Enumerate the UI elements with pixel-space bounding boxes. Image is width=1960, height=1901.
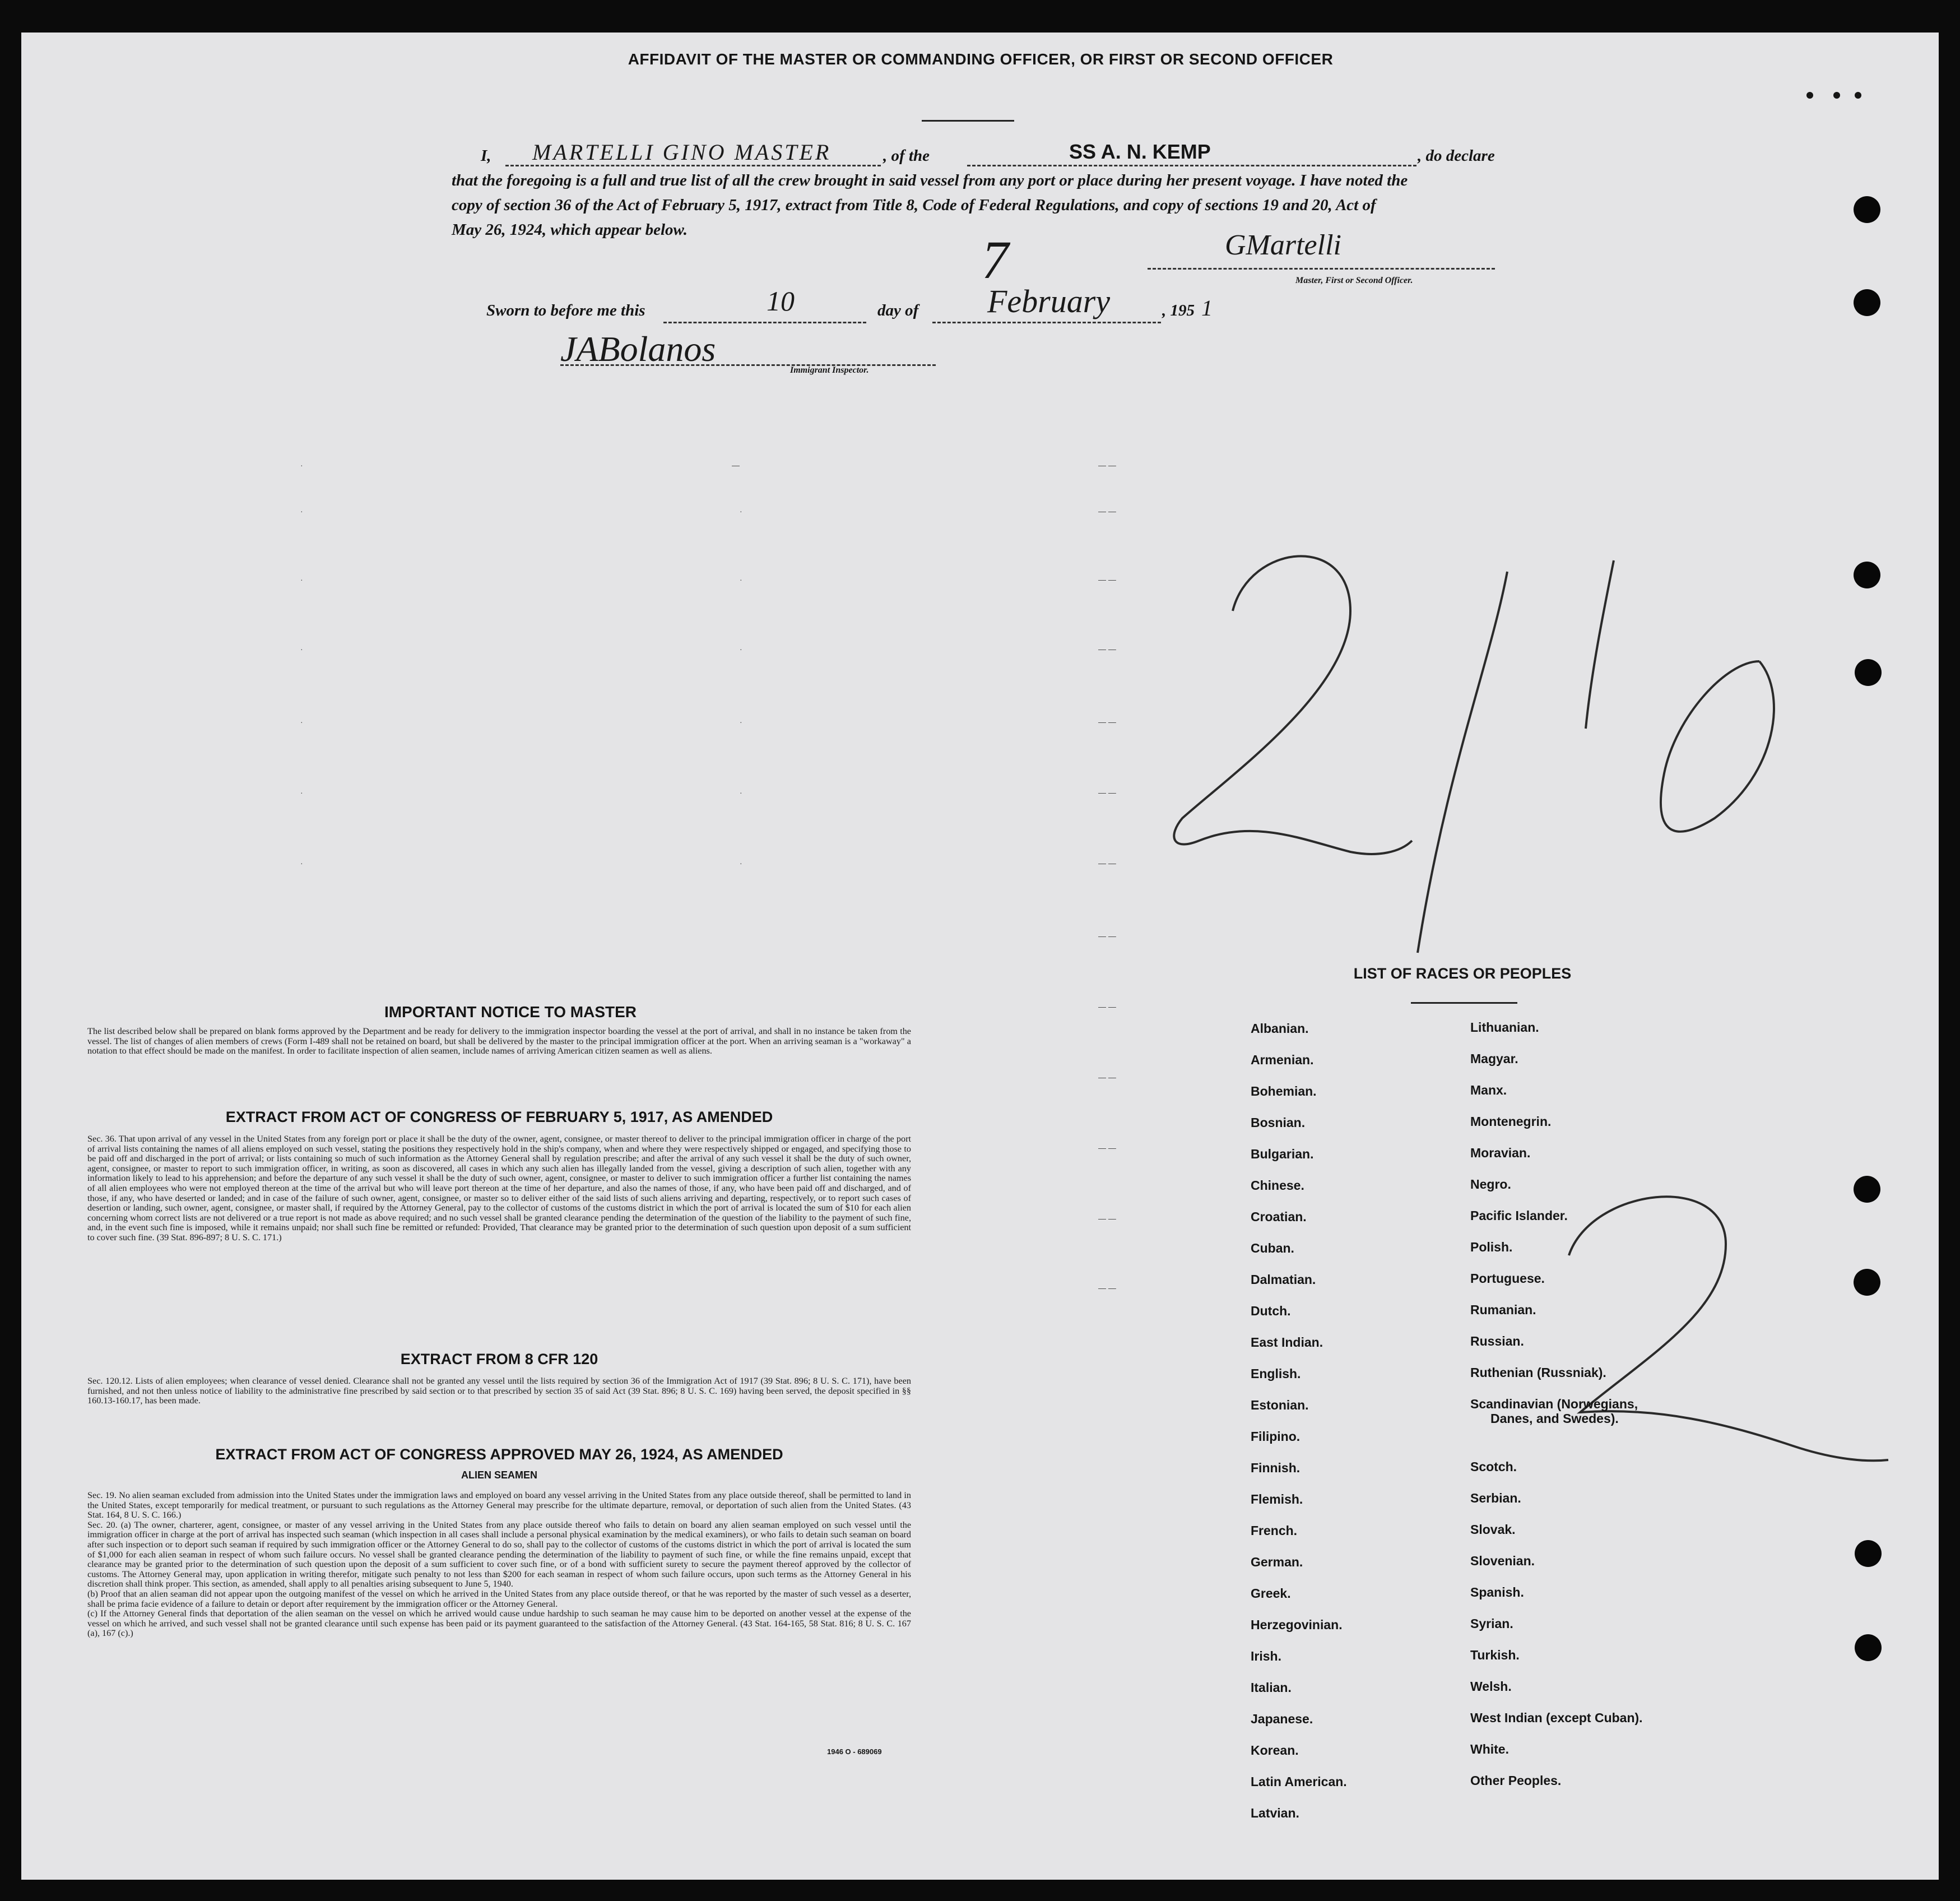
punch-hole bbox=[1855, 1540, 1882, 1567]
race-item: Filipino. bbox=[1251, 1429, 1301, 1444]
race-item: Syrian. bbox=[1470, 1616, 1513, 1631]
race-item: East Indian. bbox=[1251, 1335, 1323, 1350]
year-prefix: , 195 bbox=[1162, 302, 1195, 319]
race-item: Dalmatian. bbox=[1251, 1272, 1316, 1287]
punch-hole bbox=[1855, 1634, 1882, 1661]
race-item: Bohemian. bbox=[1251, 1084, 1317, 1098]
races-title: LIST OF RACES OR PEOPLES bbox=[1353, 965, 1572, 982]
inspector-signature: JABolanos bbox=[560, 329, 716, 369]
race-item: Greek. bbox=[1251, 1586, 1291, 1601]
punch-hole bbox=[1854, 196, 1880, 223]
scan-speck bbox=[1833, 92, 1840, 99]
extract-8cfr-heading: EXTRACT FROM 8 CFR 120 bbox=[400, 1351, 598, 1367]
race-item: Other Peoples. bbox=[1470, 1773, 1562, 1788]
race-item: Italian. bbox=[1251, 1680, 1292, 1695]
extract-1917-text: Sec. 36. That upon arrival of any vessel in the United States from any foreign port or place it shall be the duty of the owner, agent, consignee, or master thereof to deliver to the principal immigration officer in charge of the port of arrival lists containing the names of all aliens employed on such vessel, stating the positions they respectively hold in the ship's company, when and where they were respectively shipped or engaged, and specifying those to be paid off and discharged in the port of arrival; or lists containing so much of such information as the Attorney General shall by regulation prescribe; and after the arrival of any such vessel it shall be the duty of such owner, agent, consignee, or master to report to such immigration officer, in writing, as soon as discovered, all cases in which any such alien has illegally landed from the vessel, giving a description of such alien, together with any information likely to lead to his apprehension; and before the departure of any such vessel it shall be the duty of such owner, agent, consignee, or master to deliver to such immigration officer a further list containing the names of all alien employees who were not employed thereon at the time of the arrival but who will leave port thereon at the time of her departure, and also the names of those, if any, who have been paid off and discharged, and of those, if any, who have deserted or landed; and in case of the failure of such owner, agent, consignee, or master so to deliver either of the said lists of such aliens arriving and departing, respectively, or to report such cases of desertion or landing, such owner, agent, consignee, or master shall, if required by the Attorney General, pay to the collector of customs of the customs district in which the port of arrival is located the sum of $10 for each alien concerning whom correct lists are not delivered or a true report is not made as above required; and no such vessel shall be granted clearance pending the determination of the question of the liability to the payment of such fine, and, in the event such fine is imposed, while it remains unpaid; nor shall such fine be remitted or refunded: Provided, That clearance may be granted prior to the determination of such question upon deposit of a sum sufficient to cover such fine. (39 Stat. 896-897; 8 U. S. C. 171.) bbox=[87, 1134, 911, 1242]
race-item: Flemish. bbox=[1251, 1492, 1303, 1506]
extract-1924-heading: EXTRACT FROM ACT OF CONGRESS APPROVED MAY 26, 1924, AS AMENDED bbox=[215, 1446, 783, 1463]
race-item: Polish. bbox=[1470, 1240, 1513, 1254]
extract-1924-body bbox=[87, 1491, 911, 1639]
race-item: Welsh. bbox=[1470, 1679, 1512, 1694]
race-item: Moravian. bbox=[1470, 1146, 1531, 1160]
declaration-line-4: May 26, 1924, which appear below. bbox=[452, 221, 688, 239]
declaration-line-3: copy of section 36 of the Act of February 5, 1917, extract from Title 8, Code of Federal Regulations, and copy of sections 19 and 20, Act of bbox=[452, 196, 1376, 214]
handwritten-two bbox=[1558, 1166, 1894, 1480]
race-item: Dutch. bbox=[1251, 1304, 1291, 1318]
affidavit-title: AFFIDAVIT OF THE MASTER OR COMMANDING OFFICER, OR FIRST OR SECOND OFFICER bbox=[628, 50, 1334, 68]
sec-19-text: Sec. 19. No alien seaman excluded from admission into the United States under the immigration laws and employed on board any vessel arriving in the United States from any place outside thereof, shall be permitted to land in the United States, except temporarily for medical treatment, or pursuant to such regulations as the Attorney General may prescribe for the ultimate departure, removal, or deportation of such alien from the United States. (43 Stat. 164, 8 U. S. C. 166.) bbox=[87, 1490, 911, 1520]
master-signature-label: Master, First or Second Officer. bbox=[1295, 276, 1413, 285]
declaration-line-2: that the foregoing is a full and true list of all the crew brought in said vessel from any port or place during her present voyage. I have noted the bbox=[452, 171, 1408, 189]
races-title-divider bbox=[1411, 1002, 1517, 1004]
race-item: Bosnian. bbox=[1251, 1115, 1306, 1130]
scan-speck bbox=[1855, 92, 1861, 99]
race-item: Latvian. bbox=[1251, 1806, 1299, 1820]
extract-1924-subheading: ALIEN SEAMEN bbox=[461, 1469, 537, 1481]
punch-hole bbox=[1854, 562, 1880, 588]
race-item: Turkish. bbox=[1470, 1648, 1520, 1662]
race-item: Rumanian. bbox=[1470, 1302, 1536, 1317]
handwritten-numeral: 7 bbox=[982, 230, 1009, 290]
inspector-signature-label: Immigrant Inspector. bbox=[790, 365, 869, 375]
notice-text: The list described below shall be prepared on blank forms approved by the Department and be ready for delivery to the immigration inspector boarding the vessel at the port of arrival, and shall in no instance be taken from the vessel. The list of changes of alien members of crews (Form I-489 shall not be retained on board, but shall be delivered by the master to the principal immigration officer at the port. When an arriving seaman is a "workaway" a notation to that effect should be made on the manifest. In order to facilitate inspection of alien seamen, include names of arriving American citizen seamen as well as aliens. bbox=[87, 1026, 911, 1056]
race-item: White. bbox=[1470, 1742, 1509, 1756]
vessel-name: SS A. N. KEMP bbox=[1069, 140, 1211, 163]
race-item: Estonian. bbox=[1251, 1398, 1309, 1412]
race-item: Armenian. bbox=[1251, 1052, 1314, 1067]
race-item: Lithuanian. bbox=[1470, 1020, 1539, 1035]
extract-8cfr-text: Sec. 120.12. Lists of alien employees; when clearance of vessel denied. Clearance shall not be granted any vessel until the lists required by section 36 of the Immigration Act of 1917 (39 Stat. 896; 8 U. S. C. 171), have been furnished, and not then unless notice of liability to the administrative fine prescribed by said section or to that prescribed by section 35 of said Act (39 Stat. 896; 8 U. S. C. 169) having been served, the deposit specified in §§ 160.13-160.17, has been made. bbox=[87, 1376, 911, 1406]
race-item: German. bbox=[1251, 1555, 1303, 1569]
race-item: Croatian. bbox=[1251, 1209, 1307, 1224]
race-item: Scandinavian (Norwegians, bbox=[1470, 1397, 1638, 1411]
race-item: Slovak. bbox=[1470, 1522, 1516, 1537]
race-item: French. bbox=[1251, 1523, 1298, 1538]
sec-20b-text: (b) Proof that an alien seaman did not appear upon the outgoing manifest of the vessel on which he arrived in the United States from any place outside thereof, or that he was reported by the master of such vessel as a deserter, shall be prima facie evidence of a failure to detain or deport after requirement by the immigration officer or the Attorney General. bbox=[87, 1588, 911, 1609]
punch-hole bbox=[1855, 659, 1882, 686]
sec-20a-text: Sec. 20. (a) The owner, charterer, agent, consignee, or master of any vessel arriving in the United States from any place outside thereof who fails to detain on board any alien seaman employed on such vessel until the immigration officer in charge at the port of arrival has inspected such seaman (which inspection in all cases shall include a personal physical examination by the medical examiners), or who fails to detain such seaman on board after such inspection or to deport such seaman if required by such immigration officer or the Attorney General to do so, shall pay to the collector of customs of the customs district in which the port of arrival is located the sum of $1,000 for each alien seaman in respect of whom such failure occurs. No vessel shall be granted clearance pending the determination of the liability to payment of such fine, or while the fine remains unpaid, except that clearance may be granted prior to the determination of such question upon the deposit of a sum sufficient to cover such fine, or of a bond with sufficient surety to secure the payment thereof approved by the collector of customs. The Attorney General may, upon application in writing therefor, mitigate such penalty to not less than $200 for each seaman in respect of whom such failure occurs, upon such terms as the Attorney General in his discretion shall think proper. This section, as amended, shall apply to all penalties arising subsequent to June 5, 1940. bbox=[87, 1519, 911, 1589]
race-item: Spanish. bbox=[1470, 1585, 1524, 1599]
intro-i: I, bbox=[481, 147, 491, 165]
print-code: 1946 O - 689069 bbox=[827, 1747, 882, 1756]
master-name: MARTELLI GINO MASTER bbox=[532, 140, 832, 165]
race-item: Japanese. bbox=[1251, 1712, 1313, 1726]
race-item: Finnish. bbox=[1251, 1460, 1301, 1475]
sworn-day: 10 bbox=[767, 285, 795, 317]
race-item: Bulgarian. bbox=[1251, 1147, 1314, 1161]
punch-hole bbox=[1854, 289, 1880, 316]
race-item: Chinese. bbox=[1251, 1178, 1304, 1193]
race-item: Portuguese. bbox=[1470, 1271, 1545, 1286]
notice-heading: IMPORTANT NOTICE TO MASTER bbox=[384, 1003, 637, 1021]
race-item: Latin American. bbox=[1251, 1774, 1347, 1789]
race-item: Pacific Islander. bbox=[1470, 1208, 1568, 1223]
handwritten-fraction bbox=[1165, 426, 1815, 986]
race-item: Manx. bbox=[1470, 1083, 1507, 1097]
race-item: West Indian (except Cuban). bbox=[1470, 1710, 1643, 1725]
race-item: Scotch. bbox=[1470, 1459, 1517, 1474]
race-item: Russian. bbox=[1470, 1334, 1524, 1348]
race-item: Magyar. bbox=[1470, 1051, 1518, 1066]
race-item: Albanian. bbox=[1251, 1021, 1309, 1036]
race-item: Negro. bbox=[1470, 1177, 1511, 1191]
race-item: Slovenian. bbox=[1470, 1554, 1535, 1568]
day-of-label: day of bbox=[877, 302, 919, 319]
race-item: English. bbox=[1251, 1366, 1301, 1381]
of-the-label: , of the bbox=[883, 147, 930, 165]
sworn-month: February bbox=[987, 283, 1111, 319]
extract-1917-heading: EXTRACT FROM ACT OF CONGRESS OF FEBRUARY 5, 1917, AS AMENDED bbox=[225, 1109, 773, 1125]
scan-speck bbox=[1806, 92, 1813, 99]
race-item: Serbian. bbox=[1470, 1491, 1521, 1505]
master-signature: GMartelli bbox=[1225, 229, 1341, 261]
race-item: Herzegovinian. bbox=[1251, 1617, 1343, 1632]
race-item: Ruthenian (Russniak). bbox=[1470, 1365, 1606, 1380]
do-declare-label: , do declare bbox=[1418, 147, 1495, 165]
title-divider bbox=[922, 120, 1014, 122]
race-item: Irish. bbox=[1251, 1649, 1281, 1663]
year-suffix: 1 bbox=[1201, 295, 1213, 321]
race-item: Korean. bbox=[1251, 1743, 1299, 1758]
race-item-continuation: Danes, and Swedes). bbox=[1490, 1411, 1619, 1426]
sworn-day-field bbox=[663, 297, 866, 323]
sworn-label: Sworn to before me this bbox=[486, 302, 645, 319]
sec-20c-text: (c) If the Attorney General finds that deportation of the alien seaman on the vessel on which he arrived would cause undue hardship to such seaman he may cause him to be deported on another vessel at the expense of the vessel on which he arrived, and such vessel shall not be granted clearance until such expense has been paid or its payment guaranteed to the satisfaction of the Attorney General. (43 Stat. 164-165, 58 Stat. 816; 8 U. S. C. 167 (a), 167 (c).) bbox=[87, 1608, 911, 1639]
race-item: Montenegrin. bbox=[1470, 1114, 1552, 1129]
race-item: Cuban. bbox=[1251, 1241, 1294, 1255]
